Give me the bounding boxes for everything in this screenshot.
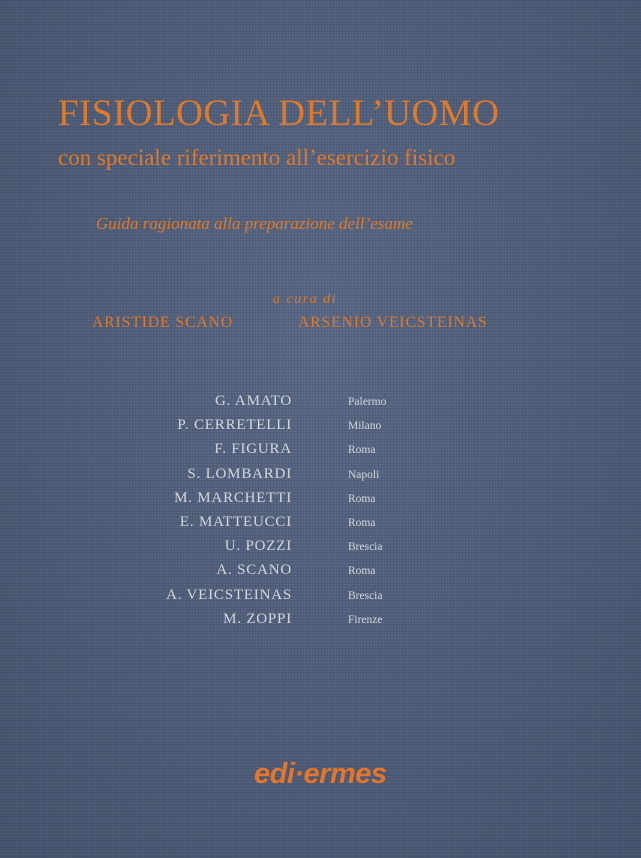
contributor-city: Firenze	[348, 613, 383, 626]
contributor-city: Roma	[348, 565, 376, 578]
book-subtitle: con speciale riferimento all’esercizio fisico	[58, 145, 456, 170]
contributor-row	[150, 562, 450, 586]
contributor-row	[150, 538, 450, 562]
contributor-name: G. AMATO	[215, 393, 292, 409]
contributor-row	[150, 514, 450, 538]
contributor-name: A. VEICSTEINAS	[166, 586, 292, 603]
guide-line: Guida ragionata alla preparazione dell’esame	[96, 214, 413, 233]
contributor-name: M. MARCHETTI	[174, 489, 292, 506]
contributor-name: F. FIGURA	[214, 441, 292, 458]
publisher-logo: edi·ermes	[254, 758, 387, 790]
contributor-city: Roma	[348, 492, 376, 505]
contributor-name: E. MATTEUCCI	[179, 513, 292, 530]
editor-name: ARISTIDE SCANO	[92, 314, 234, 331]
book-title: FISIOLOGIA DELL’UOMO	[58, 93, 500, 134]
contributor-row	[150, 417, 450, 441]
contributor-row	[150, 587, 450, 611]
contributor-name: S. LOMBARDI	[187, 465, 292, 482]
contributor-row	[150, 611, 450, 635]
contributor-city: Roma	[348, 444, 376, 457]
contributor-city: Palermo	[348, 396, 387, 408]
contributor-name: M. ZOPPI	[223, 610, 292, 627]
contributor-row	[150, 466, 450, 490]
contributor-list	[150, 393, 450, 635]
contributor-name: P. CERRETELLI	[177, 417, 292, 434]
contributor-city: Brescia	[348, 541, 383, 554]
contributor-row	[150, 490, 450, 514]
curated-by-label: a cura di	[273, 292, 338, 307]
contributor-name: U. POZZI	[224, 538, 292, 555]
editor-name: ARSENIO VEICSTEINAS	[298, 314, 488, 331]
contributor-city: Brescia	[348, 589, 383, 602]
contributor-city: Roma	[348, 516, 376, 529]
contributor-city: Milano	[348, 420, 382, 433]
contributor-city: Napoli	[348, 468, 380, 481]
contributor-row	[150, 441, 450, 465]
contributor-name: A. SCANO	[216, 562, 292, 579]
contributor-row	[150, 393, 450, 417]
